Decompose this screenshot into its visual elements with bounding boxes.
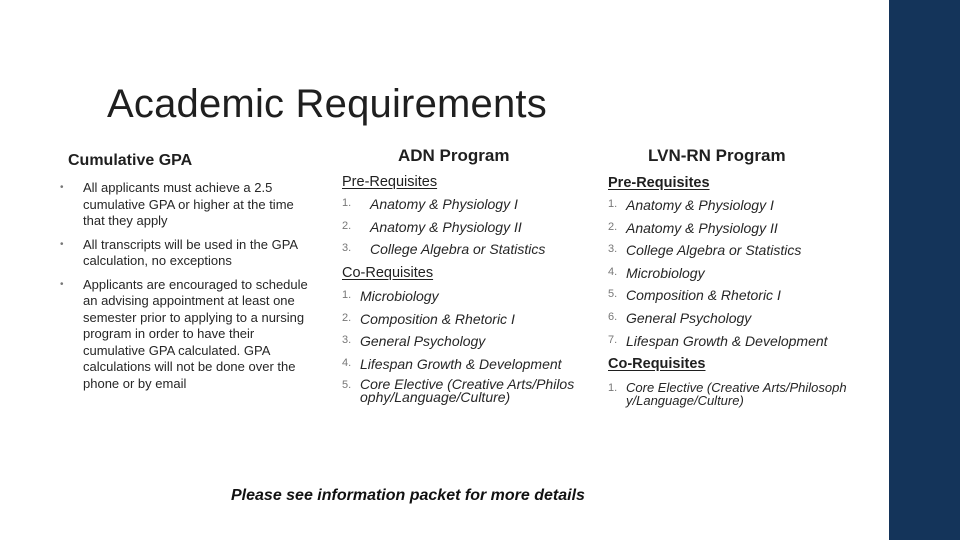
page-title: Academic Requirements <box>107 82 547 126</box>
list-item: 2. Composition & Rhetoric I <box>342 310 515 327</box>
lvn-coreq-list <box>608 381 858 407</box>
list-item: • Applicants are encouraged to schedule an advising appointment at least one semester prior to applying to a nursing program in order to have their cumulative GPA calculated. GPA calculations will not be done over the phone or by email <box>60 276 308 391</box>
bullet-icon: • <box>60 182 64 193</box>
side-accent-bar <box>889 0 960 540</box>
adn-heading: ADN Program <box>398 146 510 165</box>
list-item: 1. Core Elective (Creative Arts/Philosophy/Language/Culture) <box>608 380 847 408</box>
bullet-icon: • <box>60 278 64 290</box>
footer-note: Please see information packet for more details <box>231 487 585 504</box>
adn-coreq-heading: Co-Requisites <box>342 265 434 281</box>
list-item: • All transcripts will be used in the GPA calculation, no exceptions <box>60 236 298 268</box>
list-item: 1. Anatomy & Physiology I <box>342 196 518 212</box>
list-item: • All applicants must achieve a 2.5 cumulative GPA or higher at the time that they apply <box>60 180 294 228</box>
adn-prereq-list <box>342 196 587 264</box>
lvn-heading: LVN-RN Program <box>648 146 786 165</box>
gpa-heading: Cumulative GPA <box>68 152 193 169</box>
gpa-bullet-list <box>60 180 308 399</box>
list-item: 3. General Psychology <box>342 333 486 350</box>
list-item: 4. Lifespan Growth & Development <box>342 355 562 372</box>
lvn-prereq-heading: Pre-Requisites <box>608 175 710 191</box>
list-item: 1. Microbiology <box>342 288 439 304</box>
list-item: 3. College Algebra or Statistics <box>608 242 802 259</box>
list-item: 4. Microbiology <box>608 264 705 281</box>
list-item: 7. Lifespan Growth & Development <box>608 332 828 349</box>
list-item: 1. Anatomy & Physiology I <box>608 197 774 213</box>
list-item: 2. Anatomy & Physiology II <box>608 219 778 236</box>
bullet-icon: • <box>60 238 64 250</box>
adn-prereq-heading: Pre-Requisites <box>342 174 438 190</box>
lvn-prereq-list <box>608 197 868 355</box>
adn-coreq-list <box>342 288 582 404</box>
list-item: 2. Anatomy & Physiology II <box>342 218 522 235</box>
list-item: 5. Core Elective (Creative Arts/Philosophy/Language/Culture) <box>342 376 575 406</box>
lvn-coreq-heading: Co-Requisites <box>608 356 706 372</box>
list-item: 6. General Psychology <box>608 309 752 326</box>
list-item: 5. Composition & Rhetoric I <box>608 287 781 304</box>
list-item: 3. College Algebra or Statistics <box>342 241 546 258</box>
